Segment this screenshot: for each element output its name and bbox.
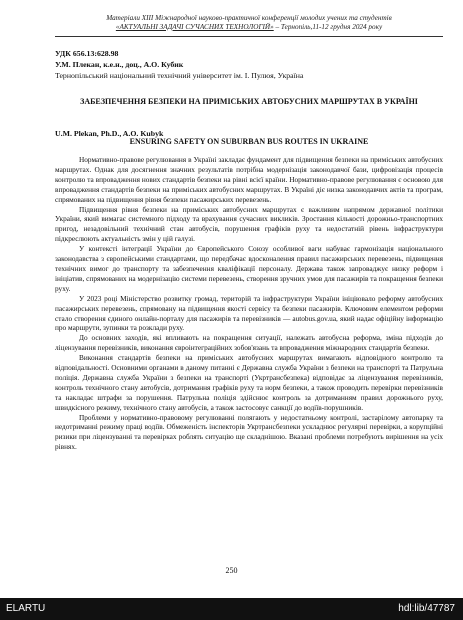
- page-number: 250: [225, 566, 238, 575]
- conference-header-line1: Матеріали XIII Міжнародної науково-практичної конференції молодих учених та студентів: [106, 14, 392, 22]
- affiliation: Тернопільський національний технічний університет ім. І. Пулюя, Україна: [55, 71, 304, 80]
- paragraph: Нормативно-правове регулювання в Україні закладає фундамент для підвищення безпеки на приміських автобусних маршрутах. Однак для досягнення значних результатів потрібна модернізація законодавчої бази, цифровізація процесів контролю та впровадження нових стандартів безпеки на рівні всієї країни. Нормативно-правове регулювання є основою для впровадження стандартів безпеки на приміських автобусних маршрутах. В Україні діє низка законодавчих актів та програм, спрямованих на підвищення рівня безпеки пасажирських перевезень.: [55, 155, 443, 204]
- header-rule: [55, 36, 443, 37]
- handle-identifier[interactable]: hdl:lib/47787: [398, 603, 455, 614]
- title-ua: ЗАБЕЗПЕЧЕННЯ БЕЗПЕКИ НА ПРИМІСЬКИХ АВТОБУСНИХ МАРШРУТАХ В УКРАЇНІ: [80, 97, 418, 106]
- authors-en: U.M. Plekan, Ph.D., A.O. Kubyk: [55, 129, 164, 138]
- paragraph: Виконання стандартів безпеки на приміських автобусних маршрутах вимагають відповідного контролю та відповідальності. Основними органами в даному питанні є Державна служба України з безпеки на транспорті та Патрульна поліція. Державна служба України з безпеки на транспорті (Укртрансбезпека) відповідає за ліцензування перевізників, контроль технічного стану автобусів, дотримання графіків руху та норм безпеки, а також проводить перевірки перевізників та накладає штрафи за порушення. Патрульна поліція здійснює контроль за дотриманням правил дорожнього руху, швидкісного режиму, технічного стану автобусів, а також застосовує санкції до водіїв-порушників.: [55, 353, 443, 412]
- authors-ua: У.М. Плекан, к.е.н., доц., А.О. Кубик: [55, 60, 184, 69]
- conference-date: – Тернопіль,11-12 грудня 2024 року: [273, 22, 383, 31]
- article-body: [55, 155, 443, 452]
- paragraph: У контексті інтеграції України до Європейського Союзу особливої ваги набуває гармонізація національного законодавства з європейськими стандартами, що передбачає вдосконалення правил пасажирських перевезень, підвищення технічних вимог до транспорту та забезпечення кваліфікації персоналу. Держава також запроваджує низку реформ і ініціатив, спрямованих на модернізацію системи перевезень, створення зручних умов для пасажирів та покращення безпеки руху.: [55, 244, 443, 293]
- conference-header: [55, 14, 443, 31]
- repository-footer: [0, 598, 463, 620]
- conference-header-line2: [55, 23, 443, 32]
- title-en: ENSURING SAFETY ON SUBURBAN BUS ROUTES IN UKRAINE: [129, 137, 369, 146]
- paragraph: До основних заходів, які впливають на покращення ситуації, належать автобусна реформа, зміна підходів до ліцензування перевізників, виконання євроінтеграційних зобов'язань та впровадження міжнародних стандартів безпеки.: [55, 333, 443, 353]
- paragraph: Проблеми у нормативно-правовому регулюванні полягають у недостатньому контролі, застарілому автопарку та недотриманні режиму праці водіїв. Обмеженість інспекторів Укртрансбезпеки ускладнює регулярні перевірки, а корупційні ризики при ліцензуванні та перевірках роблять ситуацію ще складнішою. Вказані проблеми потребують вирішення на усіх рівнях.: [55, 412, 443, 452]
- repository-name: ELARTU: [6, 603, 46, 614]
- paragraph: Підвищення рівня безпеки на приміських автобусних маршрутах є важливим напрямом державної політики України, який вимагає системного підходу та врахування сучасних викликів. Зростання кількості дорожньо-транспортних пригод, незадовільний технічний стан автобусів, порушення графіків руху та недостатній рівень інфраструктури підкреслюють актуальність змін у цій галузі.: [55, 204, 443, 244]
- paragraph: У 2023 році Міністерство розвитку громад, територій та інфраструктури України ініціювало реформу автобусних пасажирських перевезень, спрямовану на підвищення якості сервісу та безпеки пасажирів. Ключовим елементом реформи стало створення єдиного онлайн-порталу для пасажирів та перевізників — autobus.gov.ua, який надає офіційну інформацію про маршрути, зупинки та розклади руху.: [55, 293, 443, 333]
- conference-name-link[interactable]: «АКТУАЛЬНІ ЗАДАЧІ СУЧАСНИХ ТЕХНОЛОГІЙ»: [115, 22, 274, 31]
- udk-code: УДК 656.13:628.98: [55, 49, 119, 58]
